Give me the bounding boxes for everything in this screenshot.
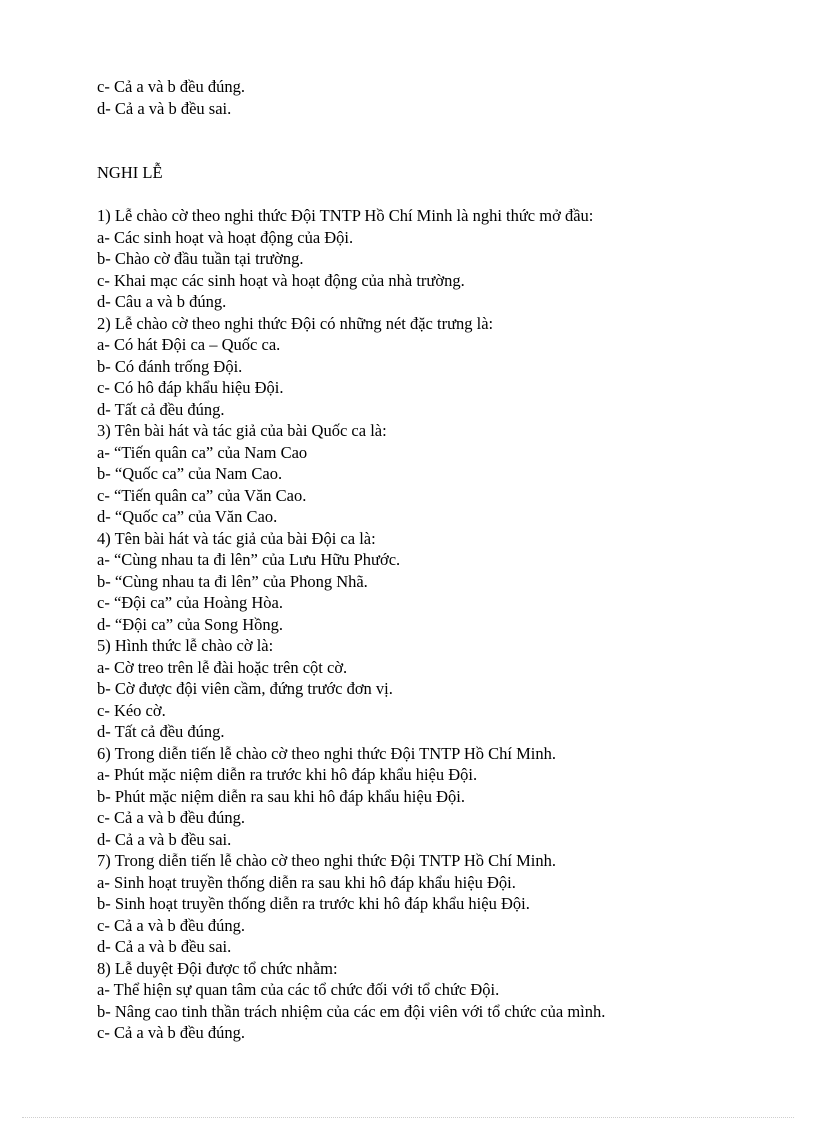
question-line: 1) Lễ chào cờ theo nghi thức Đội TNTP Hồ Chí Minh là nghi thức mở đầu:	[97, 206, 594, 225]
answer-option-line: d- Cả a và b đều sai.	[97, 937, 232, 956]
question-line: 4) Tên bài hát và tác giả của bài Đội ca là:	[97, 528, 376, 548]
answer-option-line: a- Thể hiện sự quan tâm của các tổ chức đối với tổ chức Đội.	[97, 980, 500, 999]
question-list	[97, 205, 777, 1044]
section-heading: NGHI LỄ	[97, 163, 163, 182]
answer-option-line: b- Cờ được đội viên cầm, đứng trước đơn vị.	[97, 679, 393, 698]
answer-option-line: d- Cả a và b đều sai.	[97, 98, 232, 118]
answer-option-line: d- “Đội ca” của Song Hồng.	[97, 614, 284, 634]
section-heading-block	[97, 162, 777, 184]
answer-option-line: c- Cả a và b đều đúng.	[97, 1023, 245, 1042]
answer-option-line: b- Có đánh trống Đội.	[97, 356, 243, 376]
answer-option-line: a- Cờ treo trên lễ đài hoặc trên cột cờ.	[97, 657, 348, 677]
previous-question-options	[97, 76, 777, 119]
question-line: 6) Trong diễn tiến lễ chào cờ theo nghi thức Đội TNTP Hồ Chí Minh.	[97, 743, 557, 763]
answer-option-line: c- Kéo cờ.	[97, 700, 166, 720]
answer-option-line: a- Phút mặc niệm diễn ra trước khi hô đáp khẩu hiệu Đội.	[97, 765, 478, 784]
answer-option-line: c- “Đội ca” của Hoàng Hòa.	[97, 593, 283, 612]
answer-option-line: c- “Tiến quân ca” của Văn Cao.	[97, 485, 307, 505]
answer-option-line: c- Cả a và b đều đúng.	[97, 915, 245, 935]
answer-option-line: a- “Tiến quân ca” của Nam Cao	[97, 442, 308, 462]
answer-option-line: d- “Quốc ca” của Văn Cao.	[97, 507, 278, 526]
answer-option-line: b- Phút mặc niệm diễn ra sau khi hô đáp khẩu hiệu Đội.	[97, 786, 465, 806]
answer-option-line: b- Chào cờ đầu tuần tại trường.	[97, 249, 304, 268]
answer-option-line: d- Cả a và b đều sai.	[97, 829, 232, 849]
answer-option-line: c- Có hô đáp khẩu hiệu Đội.	[97, 378, 284, 397]
answer-option-line: a- Sinh hoạt truyền thống diễn ra sau khi hô đáp khẩu hiệu Đội.	[97, 872, 516, 892]
answer-option-line: c- Cả a và b đều đúng.	[97, 77, 245, 96]
question-line: 3) Tên bài hát và tác giả của bài Quốc ca là:	[97, 421, 387, 440]
answer-option-line: b- “Quốc ca” của Nam Cao.	[97, 464, 283, 483]
answer-option-line: b- Nâng cao tinh thần trách nhiệm của các em đội viên với tổ chức của mình.	[97, 1001, 606, 1021]
question-line: 5) Hình thức lễ chào cờ là:	[97, 636, 274, 655]
answer-option-line: d- Câu a và b đúng.	[97, 292, 227, 311]
answer-option-line: c- Cả a và b đều đúng.	[97, 808, 245, 827]
question-line: 7) Trong diễn tiến lễ chào cờ theo nghi thức Đội TNTP Hồ Chí Minh.	[97, 851, 557, 870]
question-line: 8) Lễ duyệt Đội được tổ chức nhằm:	[97, 958, 338, 978]
answer-option-line: b- Sinh hoạt truyền thống diễn ra trước khi hô đáp khẩu hiệu Đội.	[97, 894, 530, 913]
answer-option-line: a- Có hát Đội ca – Quốc ca.	[97, 335, 281, 354]
answer-option-line: a- “Cùng nhau ta đi lên” của Lưu Hữu Phước.	[97, 550, 401, 569]
question-line: 2) Lễ chào cờ theo nghi thức Đội có những nét đặc trưng là:	[97, 313, 494, 333]
answer-option-line: d- Tất cả đều đúng.	[97, 399, 225, 419]
answer-option-line: b- “Cùng nhau ta đi lên” của Phong Nhã.	[97, 571, 368, 591]
answer-option-line: d- Tất cả đều đúng.	[97, 722, 225, 741]
answer-option-line: c- Khai mạc các sinh hoạt và hoạt động của nhà trường.	[97, 270, 465, 290]
answer-option-line: a- Các sinh hoạt và hoạt động của Đội.	[97, 227, 354, 247]
page-bottom-divider	[22, 1117, 794, 1118]
